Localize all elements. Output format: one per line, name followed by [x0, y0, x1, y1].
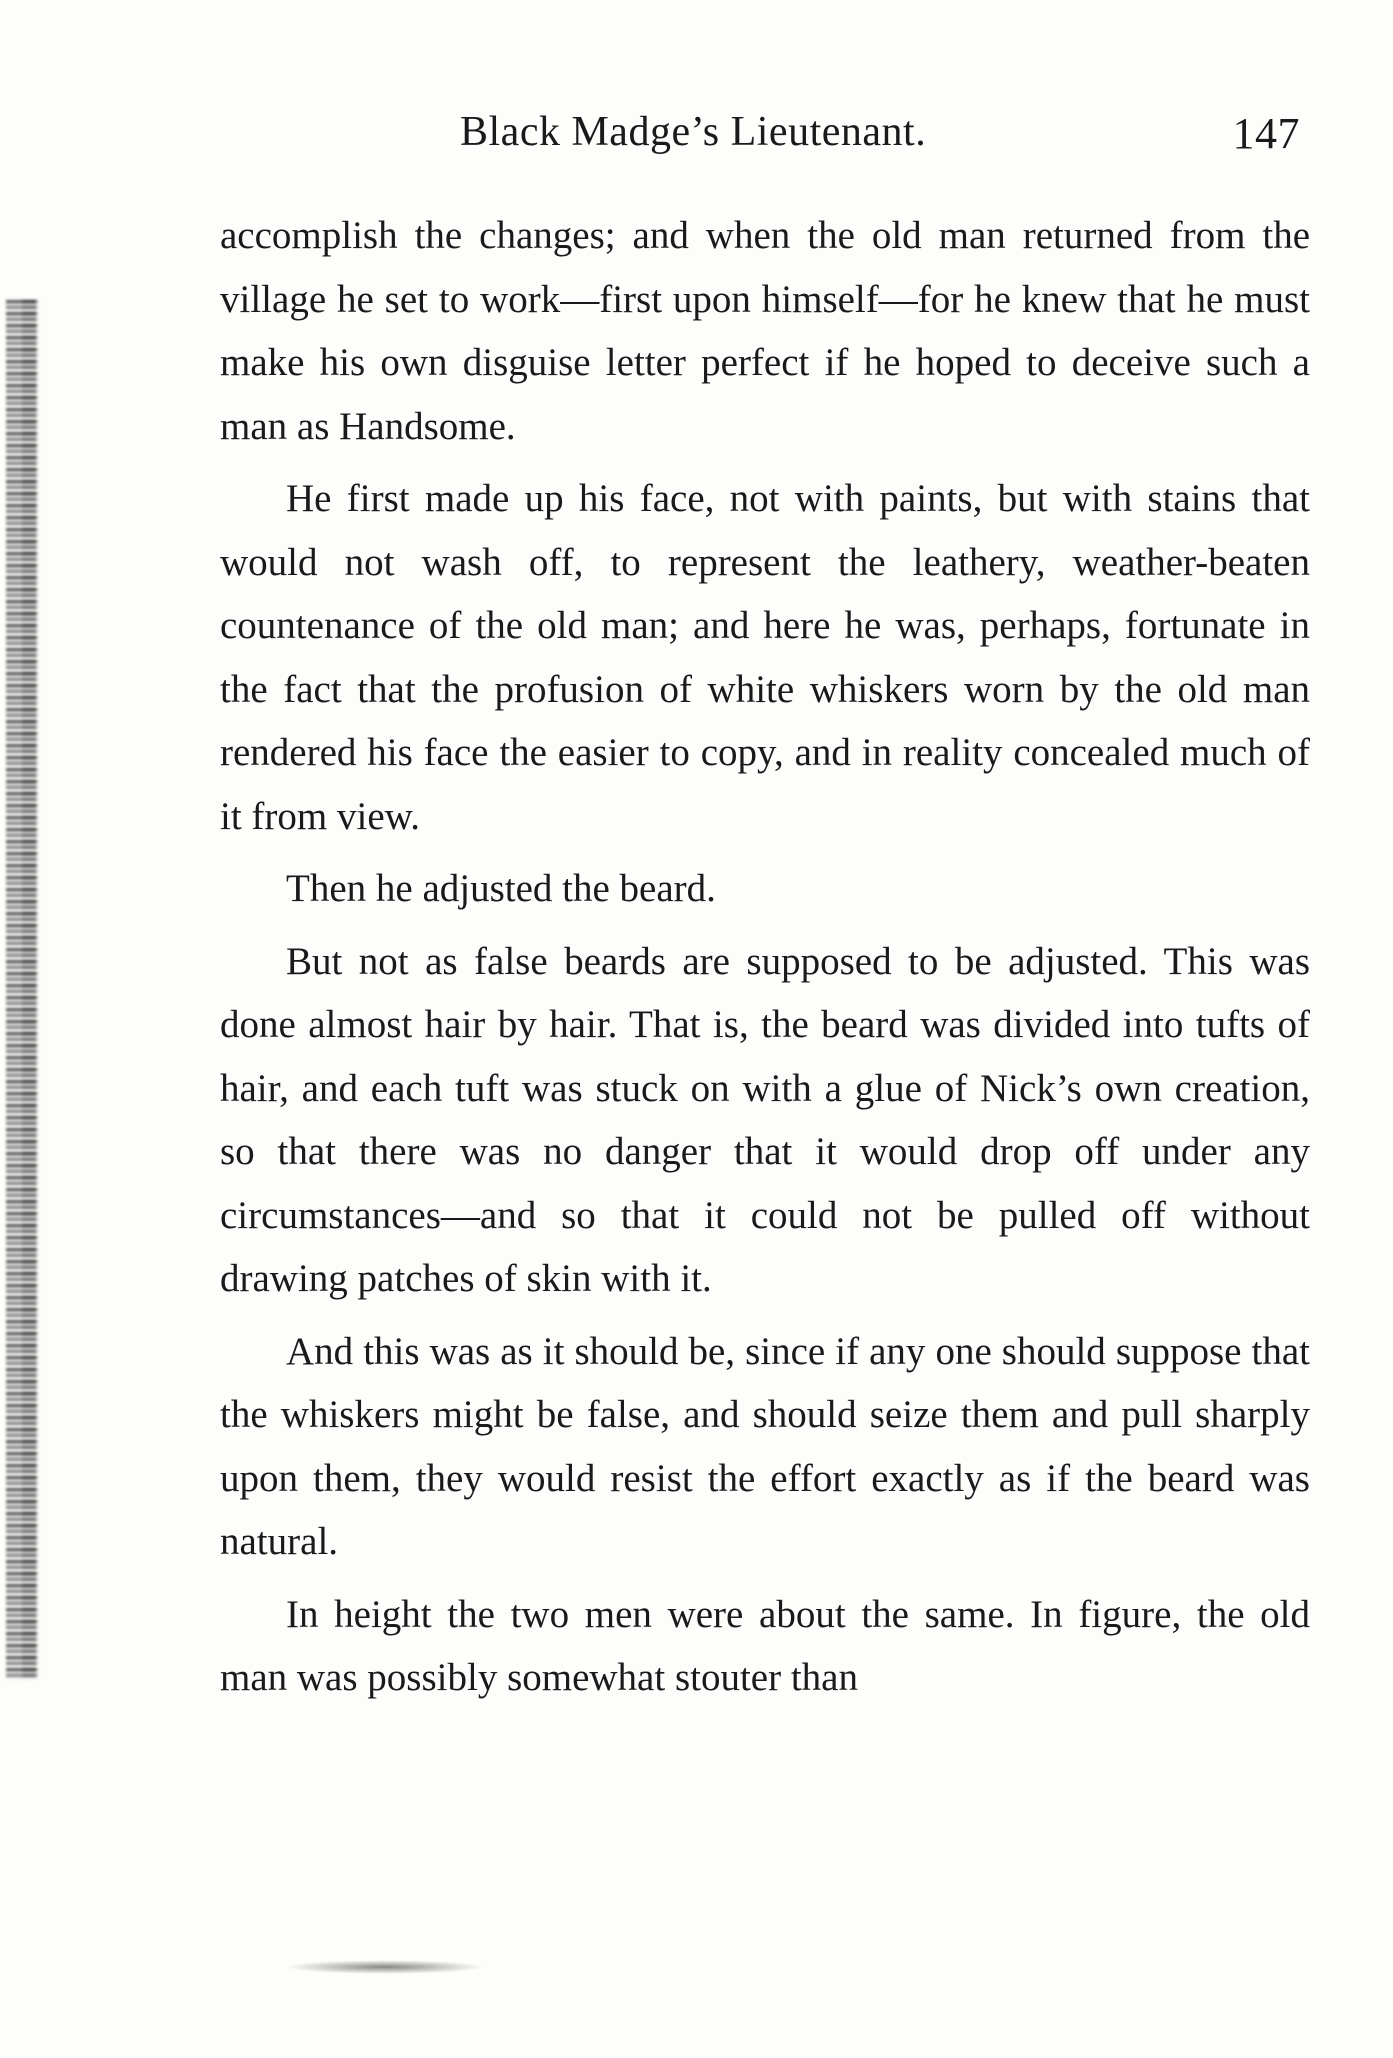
- paragraph: He first made up his face, not with paints, but with stains that would not wash off, to represent the leathery, weather-beaten countenance of the old man; and here he was, perhaps, fortunate in the fact that the profusion of white whiskers worn by the old man rendered his face the easier to copy, and in reality concealed much of it from view.: [220, 477, 1310, 838]
- page-number: 147: [1232, 109, 1300, 158]
- ink-smudge: [285, 1960, 485, 1974]
- paragraph: Then he adjusted the beard.: [286, 867, 716, 910]
- paragraph: accomplish the changes; and when the old man returned from the village he set to work—first upon himself—for he knew that he must make his own disguise letter perfect if he hoped to deceive such a man as Handsome.: [220, 214, 1310, 448]
- body-text: [220, 204, 1310, 1719]
- paragraph: But not as false beards are supposed to be adjusted. This was done almost hair by hair. That is, the beard was divided into tufts of hair, and each tuft was stuck on with a glue of Nick’s own creation, so that there was no danger that it would drop off under any circumstances—and so that it could not be pulled off without drawing patches of skin with it.: [220, 939, 1310, 1300]
- paragraph: And this was as it should be, since if any one should suppose that the whiskers might be false, and should seize them and pull sharply upon them, they would resist the effort exactly as if the beard was natural.: [220, 1329, 1310, 1563]
- running-title: Black Madge’s Lieutenant.: [460, 109, 927, 155]
- paragraph: In height the two men were about the same. In figure, the old man was possibly somewhat stouter than: [220, 1592, 1310, 1699]
- binding-shadow-soft: [22, 300, 38, 1680]
- running-head: [220, 108, 1310, 168]
